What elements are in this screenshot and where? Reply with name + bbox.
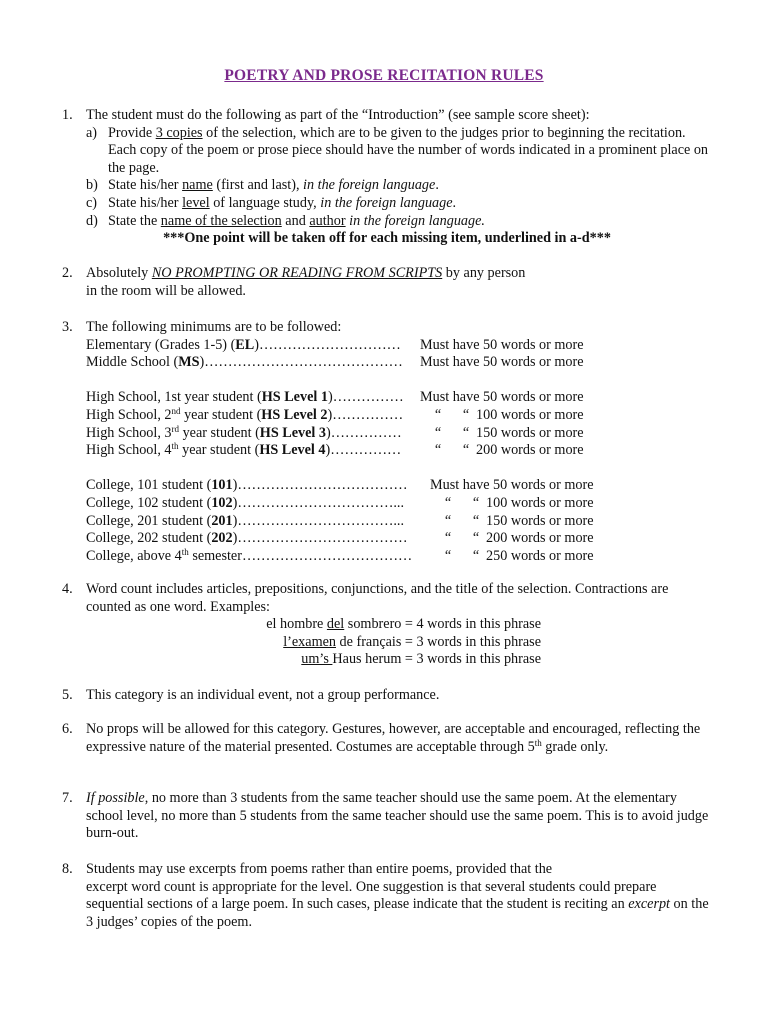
example-line: l’examen de français = 3 words in this phrase [283,633,541,650]
sub-item-a: a) Provide 3 copies of the selection, which are to be given to the judges prior to beginning the recitation. Each copy of the poem or prose piece should have the number of words indicated in a prominent place on the page. [86,124,709,176]
rule-number: 4. [62,581,73,597]
rule-number: 7. [62,790,73,806]
rule-8: 8. Students may use excerpts from poems rather than entire poems, provided that the excerpt word count is appropriate for the level. One suggestion is that several students could prepare sequential sections of a large poem. In such cases, please indicate that the student is reciting an excerpt on the 3 judges’ copies of the poem. [62,861,709,930]
min-row-102: College, 102 student (102)……………………………... “ “ 100 words or more [86,494,594,511]
rule-2: 2. Absolutely NO PROMPTING OR READING FROM SCRIPTS by any person in the room will be allowed. [62,265,526,299]
min-row-hs2: High School, 2nd year student (HS Level 2)…………… “ “ 100 words or more [86,406,584,423]
rule-6: 6. No props will be allowed for this category. Gestures, however, are acceptable and encouraged, reflecting the expressive nature of the material presented. Costumes are acceptable through 5th grade only. [62,721,701,755]
example-line: um’s Haus herum = 3 words in this phrase [301,651,541,668]
min-row-el: Elementary (Grades 1-5) (EL)………………………… Must have 50 words or more [86,336,584,353]
rule-number: 2. [62,265,73,281]
rule-4: 4. Word count includes articles, prepositions, conjunctions, and the title of the selection. Contractions are counted as one word. Examples: el hombre del sombrero = 4 words in this phrase l’examen de français = 3 words in this phrase um’s Haus herum = 3 words in this phrase [62,581,669,668]
example-line: el hombre del sombrero = 4 words in this phrase [266,616,541,633]
rule-text: The student must do the following as part of the “Introduction” (see sample score sheet): [86,107,590,123]
rule-5: 5. This category is an individual event, not a group performance. [62,687,440,703]
rule-3: 3. The following minimums are to be followed: Elementary (Grades 1-5) (EL)………………………… Must have 50 words or more Middle School (MS)…………………………………… Must have 50 words or more High School, 1st year student (HS Level 1)…………… Must have 50 words or more High School, 2nd year student (HS Level 2)…………… “ “ 100 words or more High School, 3rd year student (HS Level 3)…………… “ “ 150 words or more High School, 4th year student (HS Level 4)…………… “ “ 200 words or more College, 101 student (101)……………………………… Must have 50 words or more College, 102 student (102)……………………………... “ “ 100 words or more College, 201 student (201)……………………………... “ “ 150 words or more College, 202 student (202)……………………………… “ “ 200 words or more College, above 4th semester……………………………… “ “ 250 words or more [62,319,712,565]
rule-number: 6. [62,721,73,737]
rule-number: 8. [62,861,73,877]
rule-1 [62,107,712,248]
min-row-ms: Middle School (MS)…………………………………… Must have 50 words or more [86,354,584,371]
min-row-hs4: High School, 4th year student (HS Level 4)…………… “ “ 200 words or more [86,442,584,459]
sub-item-b: b) State his/her name (first and last), in the foreign language. [86,177,439,194]
min-row-above-4th: College, above 4th semester……………………………… “ “ 250 words or more [86,547,594,564]
penalty-note: ***One point will be taken off for each missing item, underlined in a-d*** [163,230,611,247]
sub-item-d: d) State the name of the selection and author in the foreign language. [86,212,485,229]
rule-number: 1. [62,107,73,123]
sub-item-c: c) State his/her level of language study, in the foreign language. [86,194,457,211]
min-row-hs1: High School, 1st year student (HS Level 1)…………… Must have 50 words or more [86,389,584,406]
rule-number: 5. [62,687,73,703]
rule-7: 7. If possible, no more than 3 students from the same teacher should use the same poem. At the elementary school level, no more than 5 students from the same teacher should use the same poem. This is to avoid judge burn-out. [62,790,709,842]
min-row-201: College, 201 student (201)……………………………... “ “ 150 words or more [86,512,594,529]
min-row-101: College, 101 student (101)……………………………… Must have 50 words or more [86,477,594,494]
min-row-202: College, 202 student (202)……………………………… “ “ 200 words or more [86,530,594,547]
page-title: POETRY AND PROSE RECITATION RULES [224,67,544,84]
min-row-hs3: High School, 3rd year student (HS Level 3)…………… “ “ 150 words or more [86,424,584,441]
rule-number: 3. [62,319,73,335]
